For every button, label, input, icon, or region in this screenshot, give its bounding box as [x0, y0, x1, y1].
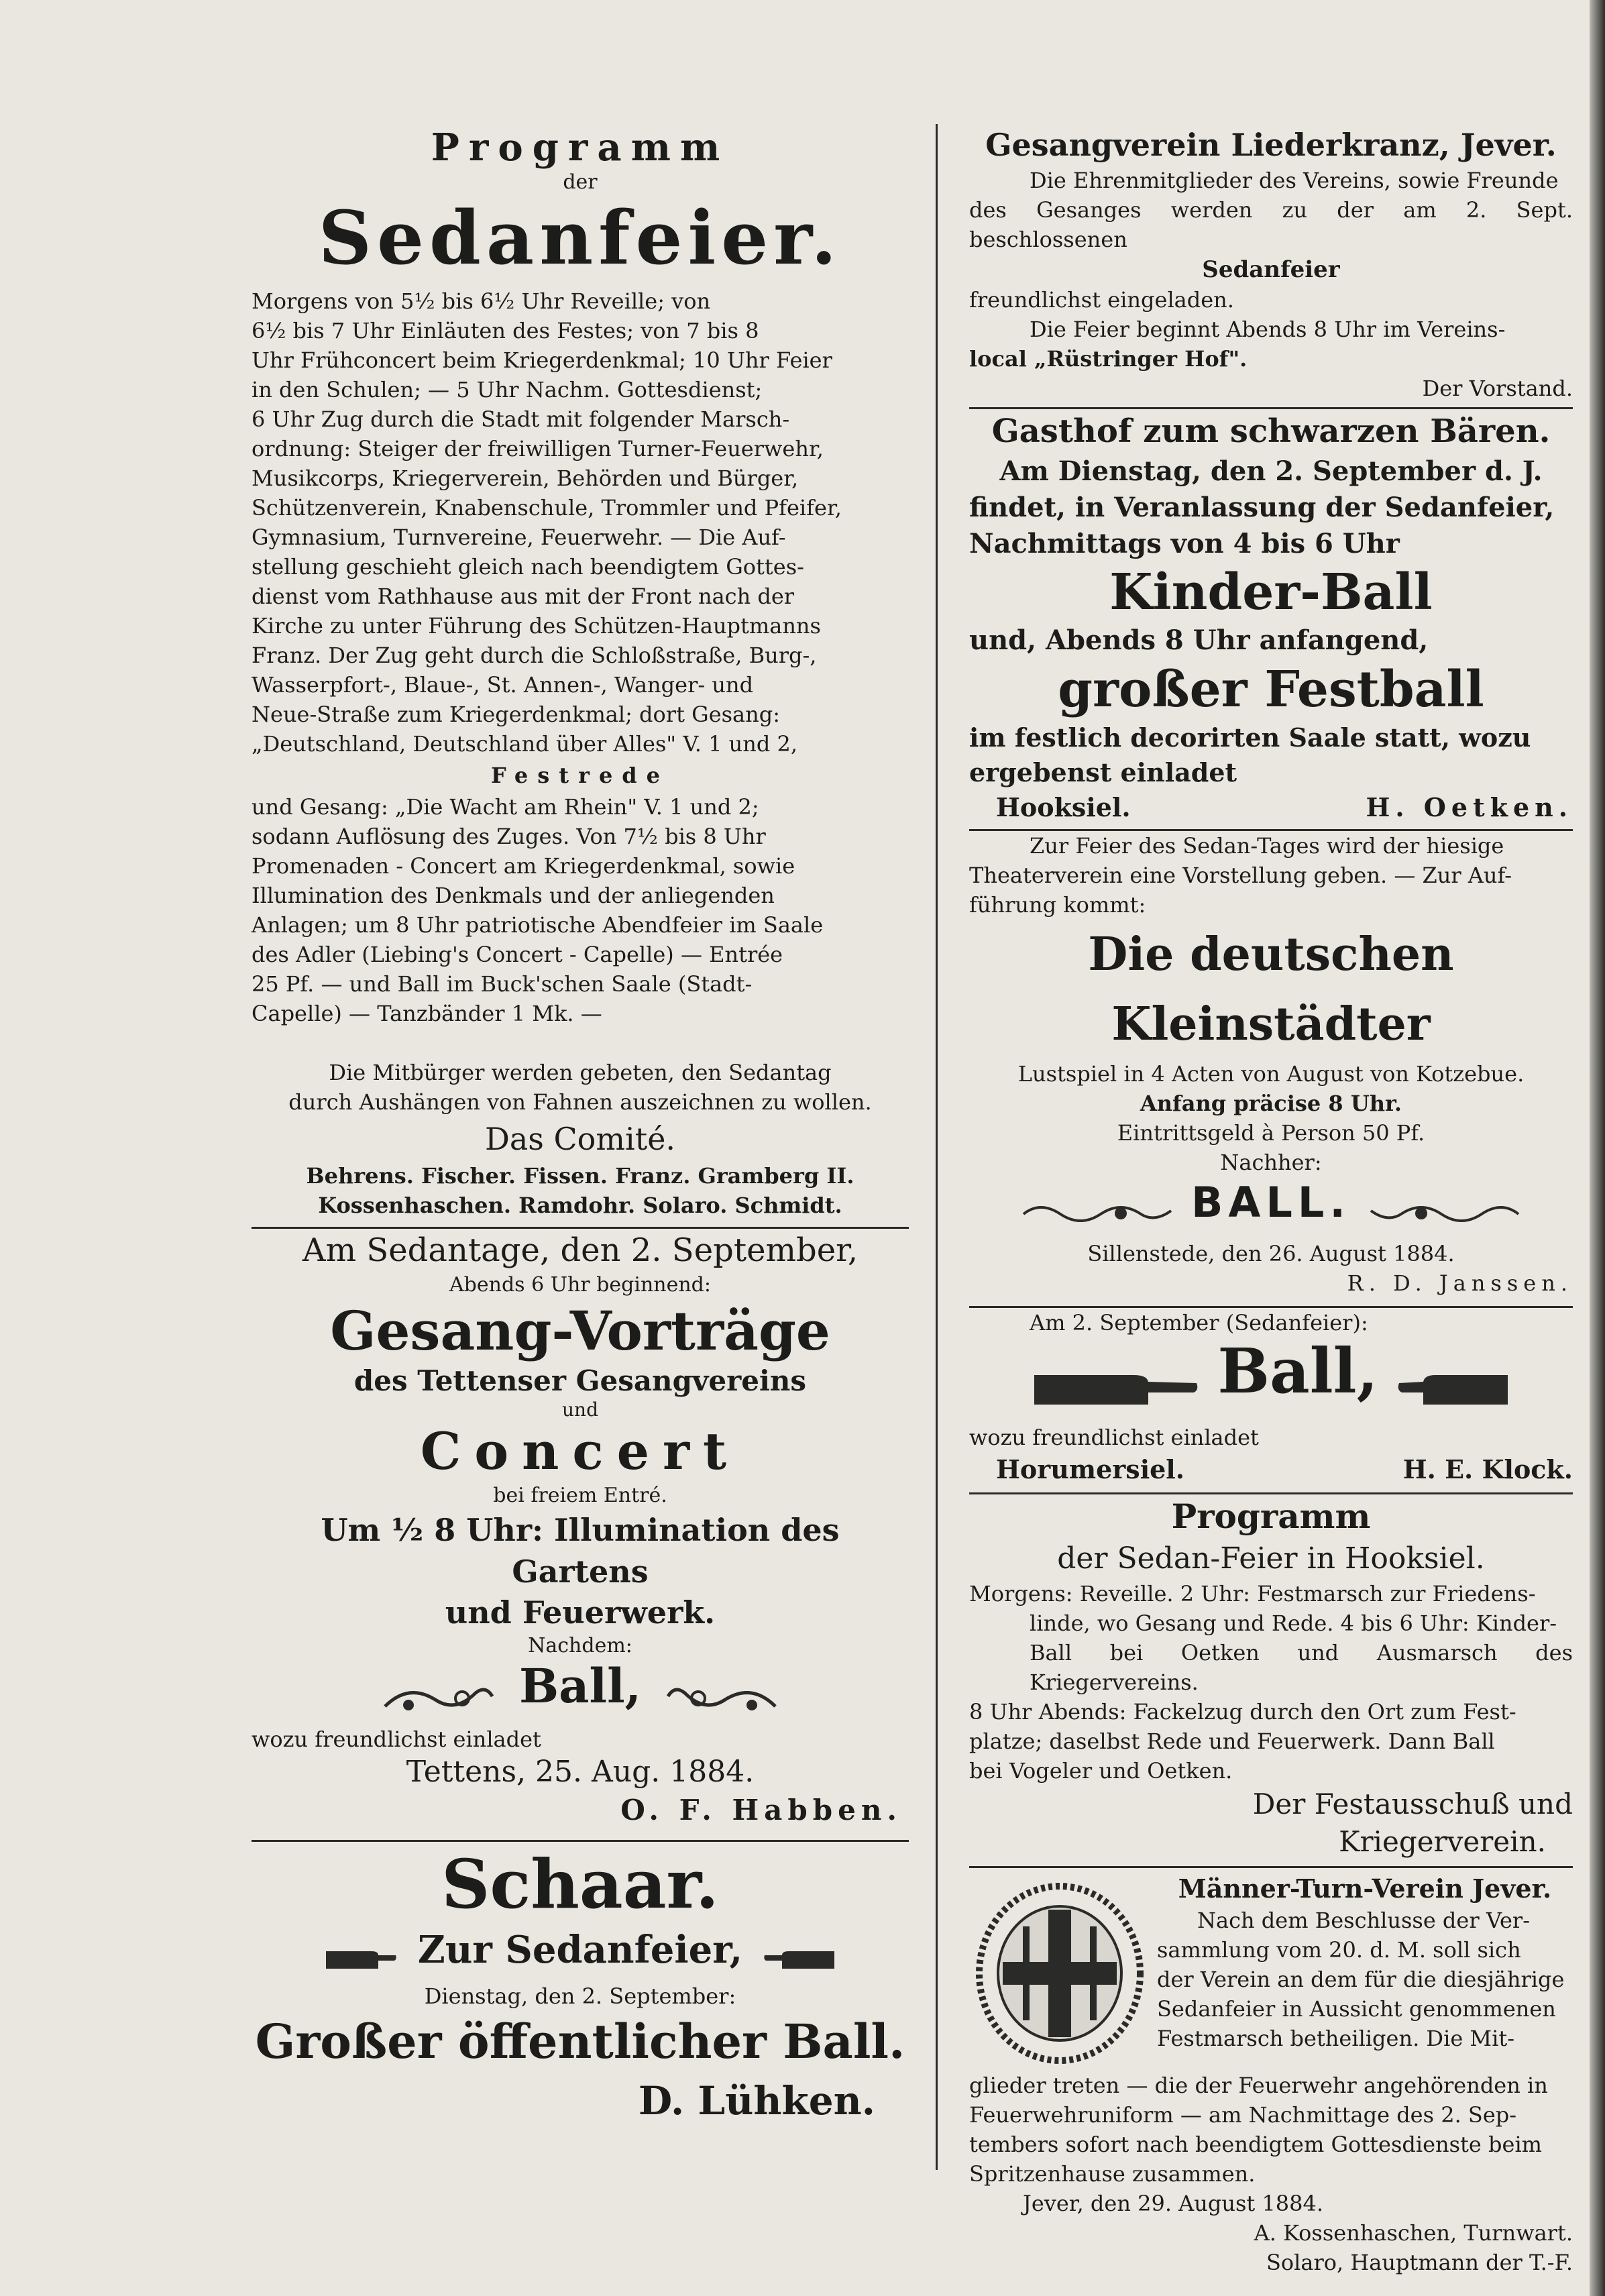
divider — [969, 1866, 1573, 1868]
abends-text: Abends 6 Uhr beginnend: — [449, 1273, 711, 1297]
text-line: Schützenverein, Knabenschule, Trommler und Pfeifer, — [252, 495, 842, 521]
text-line: Nach dem Beschlusse der Ver- — [1197, 1908, 1531, 1933]
illumination-text: und Feuerwerk. — [445, 1594, 716, 1631]
text-line: Die Mitbürger werden gebeten, den Sedantag — [329, 1060, 832, 1085]
klock-signature: H. E. Klock. — [1402, 1454, 1573, 1484]
illumination-text: Um ½ 8 Uhr: Illumination des Gartens — [321, 1512, 840, 1590]
text-line: Feuerwehruniform — am Nachmittage des 2. Sep- — [969, 2102, 1517, 2128]
zur-sedanfeier-text: Zur Sedanfeier, — [417, 1928, 743, 1972]
gasthof-text-2 — [969, 720, 1573, 790]
festausschuss-signature: Kriegerverein. — [1339, 1825, 1546, 1858]
ball2-text: BALL. — [1191, 1178, 1351, 1227]
text-line: Wasserpfort-, Blaue-, St. Annen-, Wanger- und — [252, 672, 754, 698]
text-line: findet, in Veranlassung der Sedanfeier, — [969, 492, 1555, 523]
schaar-heading: Schaar. — [441, 1845, 719, 1924]
hooksiel-place: Hooksiel. — [996, 792, 1131, 822]
text-line: platze; daselbst Rede und Feuerwerk. Dann Ball — [969, 1729, 1495, 1754]
gasthof-heading: Gasthof zum schwarzen Bären. — [991, 413, 1551, 450]
ornament-right-icon — [1368, 1197, 1522, 1231]
pointing-hand-left-icon — [762, 1945, 836, 1975]
text-line: Am Dienstag, den 2. September d. J. — [999, 455, 1543, 487]
text-line: in den Schulen; — 5 Uhr Nachm. Gottesdienst; — [252, 377, 763, 402]
text-line: Musikcorps, Kriegerverein, Behörden und Bürger, — [252, 466, 799, 491]
turnverein-heading: Männer-Turn-Verein Jever. — [1178, 1873, 1552, 1904]
dienstag-text: Dienstag, den 2. September: — [424, 1983, 736, 2009]
sedanfeier-heading: Sedanfeier. — [318, 195, 842, 281]
column-divider — [936, 124, 938, 2170]
mitbuerger-text — [252, 1058, 909, 1117]
nachdem-text: Nachdem: — [528, 1634, 632, 1657]
text-line: Sedanfeier in Aussicht genommenen — [1157, 1996, 1556, 2022]
concert-heading: Concert — [420, 1421, 740, 1481]
text-line: Promenaden - Concert am Kriegerdenkmal, sowie — [252, 853, 795, 879]
festrede: Festrede — [490, 763, 670, 788]
text-line: glieder treten — die der Feuerwehr angehörenden in — [969, 2073, 1548, 2098]
text-line: „Deutschland, Deutschland über Alles" V. 1 und 2, — [252, 731, 798, 757]
text-line: Spritzenhause zusammen. — [969, 2161, 1256, 2187]
left-column — [252, 124, 909, 2128]
lk-local: local „Rüstringer Hof". — [969, 346, 1248, 372]
text-line: dienst vom Rathhause aus mit der Front nach der — [252, 584, 795, 609]
habben-signature: O. F. Habben. — [620, 1794, 902, 1826]
programm2-heading: Programm — [1171, 1496, 1371, 1536]
text-line: Ball bei Oetken und Ausmarsch des Kriegervereins. — [1030, 1640, 1573, 1695]
ball-text: Ball, — [518, 1658, 642, 1714]
pointing-hand-left-icon — [1395, 1363, 1509, 1417]
text-line: Neue-Straße zum Kriegerdenkmal; dort Gesang: — [252, 702, 780, 727]
turnverein-text — [1157, 1906, 1573, 2053]
text-line: Zur Feier des Sedan-Tages wird der hiesige — [1030, 833, 1504, 859]
turnverein-block — [969, 1872, 1573, 2071]
gasthof-signature-row — [969, 790, 1573, 825]
festball-heading: großer Festball — [1058, 661, 1484, 718]
text-line: Festmarsch betheiligen. Die Mit- — [1157, 2026, 1515, 2051]
text-line: Nachmittags von 4 bis 6 Uhr — [969, 528, 1400, 559]
text-line: durch Aushängen von Fahnen auszeichnen zu wollen. — [288, 1089, 872, 1115]
kleinstaedter-heading: Die deutschen Kleinstädter — [1088, 928, 1454, 1051]
gasthof-abends: und, Abends 8 Uhr anfangend, — [969, 624, 1429, 656]
text-line: Die Ehrenmitglieder des Vereins, sowie Freunde — [1030, 168, 1559, 193]
tettens-date: Tettens, 25. Aug. 1884. — [406, 1755, 755, 1789]
text-line: des Adler (Liebing's Concert - Capelle) — Entrée — [252, 942, 783, 967]
klock-signature-row — [969, 1452, 1573, 1487]
horumersiel-place: Horumersiel. — [996, 1454, 1184, 1484]
sedantage-heading: Am Sedantage, den 2. September, — [302, 1232, 859, 1269]
ornament-right-icon — [665, 1680, 779, 1720]
turner-cross-emblem-icon — [969, 1876, 1150, 2071]
text-line: 8 Uhr Abends: Fackelzug durch den Ort zum Fest- — [969, 1699, 1516, 1725]
lk-eingeladen: freundlichst eingeladen. — [969, 287, 1234, 313]
text-line: 25 Pf. — und Ball im Buck'schen Saale (Stadt- — [252, 971, 753, 997]
programm2-text — [969, 1579, 1573, 1786]
lk-vorstand: Der Vorstand. — [1422, 376, 1573, 401]
text-line: Uhr Frühconcert beim Kriegerdenkmal; 10 Uhr Feier — [252, 347, 832, 373]
text-line: stellung geschieht gleich nach beendigtem Gottes- — [252, 554, 804, 580]
text-line: tembers sofort nach beendigtem Gottesdienste beim — [969, 2132, 1543, 2157]
text-line: Morgens: Reveille. 2 Uhr: Festmarsch zur Friedens- — [969, 1581, 1536, 1606]
eintritt-text: Eintrittsgeld à Person 50 Pf. — [1117, 1120, 1425, 1146]
pointing-hand-right-icon — [1033, 1363, 1201, 1417]
kossenhaschen-signature: A. Kossenhaschen, Turnwart. — [1254, 2220, 1573, 2246]
sedan-hooksiel-heading: der Sedan-Feier in Hooksiel. — [1057, 1541, 1485, 1576]
text-line: Kirche zu unter Führung des Schützen-Hauptmanns — [252, 613, 821, 639]
text-line: im festlich decorirten Saale statt, wozu — [969, 722, 1531, 753]
nachher-text: Nachher: — [1220, 1150, 1322, 1175]
ornament-left-icon — [382, 1680, 496, 1720]
kinderball-heading: Kinder-Ball — [1109, 563, 1433, 621]
text-line: Franz. Der Zug geht durch die Schloßstraße, Burg-, — [252, 643, 817, 668]
lk-sedanfeier: Sedanfeier — [1202, 256, 1340, 283]
text-line: ordnung: Steiger der freiwilligen Turner-Feuerwehr, — [252, 436, 824, 461]
janssen-signature: R. D. Janssen. — [1347, 1270, 1573, 1296]
oetken-signature: H. Oetken. — [1366, 792, 1573, 822]
page-edge — [1590, 0, 1605, 2296]
liederkranz-text — [969, 166, 1573, 254]
comite-names: Behrens. Fischer. Fissen. Franz. Gramberg II. — [306, 1163, 854, 1189]
solaro-signature: Solaro, Hauptmann der T.-F. — [1266, 2250, 1573, 2275]
program-text — [252, 286, 909, 759]
ball3-text: Ball, — [1217, 1335, 1378, 1407]
turnverein-text-wide — [969, 2071, 1573, 2189]
comite-heading: Das Comité. — [484, 1121, 676, 1157]
lustspiel-text: Lustspiel in 4 Acten von August von Kotzebue. — [1017, 1061, 1525, 1087]
text-line: bei Vogeler und Oetken. — [969, 1758, 1233, 1784]
zur-sedanfeier-row — [252, 1926, 909, 1983]
text-line: 6 Uhr Zug durch die Stadt mit folgender Marsch- — [252, 406, 790, 432]
und-text: und — [562, 1399, 598, 1421]
program-der: der — [563, 170, 598, 194]
text-line: 6½ bis 7 Uhr Einläuten des Festes; von 7 bis 8 — [252, 318, 759, 343]
jever-date: Jever, den 29. August 1884. — [1023, 2191, 1324, 2216]
program-title: Programm — [431, 125, 730, 170]
text-line: sodann Auflösung des Zuges. Von 7½ bis 8 Uhr — [252, 824, 766, 849]
text-line: Gymnasium, Turnvereine, Feuerwehr. — Die Auf- — [252, 525, 786, 550]
text-line: Anlagen; um 8 Uhr patriotische Abendfeier im Saale — [252, 912, 824, 938]
text-line: sammlung vom 20. d. M. soll sich — [1157, 1937, 1521, 1963]
ornament-left-icon — [1020, 1197, 1174, 1231]
anfang-text: Anfang präcise 8 Uhr. — [1140, 1091, 1402, 1116]
grosser-ball-heading: Großer öffentlicher Ball. — [255, 2014, 905, 2069]
sillenstede-text: Sillenstede, den 26. August 1884. — [1087, 1241, 1455, 1266]
freiem-text: bei freiem Entré. — [493, 1484, 667, 1507]
wozu-text: wozu freundlichst einladet — [252, 1727, 541, 1752]
program-text-2 — [252, 792, 909, 1028]
ball3-row — [969, 1337, 1573, 1423]
text-line: der Verein an dem für die diesjährige — [1157, 1967, 1565, 1992]
text-line: des Gesanges werden zu der am 2. Sept. beschlossenen — [969, 197, 1573, 252]
luehken-signature: D. Lühken. — [638, 2078, 875, 2124]
text-line: ergebenst einladet — [969, 757, 1237, 787]
text-line: und Gesang: „Die Wacht am Rhein" V. 1 und 2; — [252, 794, 759, 820]
text-line: führung kommt: — [969, 892, 1146, 918]
festausschuss-signature: Der Festausschuß und — [1252, 1788, 1573, 1820]
text-line: Morgens von 5½ bis 6½ Uhr Reveille; von — [252, 288, 711, 314]
text-line: Theaterverein eine Vorstellung geben. — Zur Auf- — [969, 863, 1512, 888]
tettenser-text: des Tettenser Gesangvereins — [353, 1364, 807, 1397]
ball-row — [252, 1659, 909, 1726]
gesang-vortraege: Gesang-Vorträge — [330, 1299, 830, 1362]
comite-names: Kossenhaschen. Ramdohr. Solaro. Schmidt. — [318, 1193, 842, 1218]
text-line: Illumination des Denkmals und der anliegenden — [252, 883, 775, 908]
am2sept-text: Am 2. September (Sedanfeier): — [1030, 1310, 1368, 1335]
text-line: linde, wo Gesang und Rede. 4 bis 6 Uhr: Kinder- — [1030, 1610, 1557, 1636]
liederkranz-heading: Gesangverein Liederkranz, Jever. — [985, 127, 1557, 163]
gasthof-text — [969, 453, 1573, 562]
pointing-hand-right-icon — [325, 1945, 398, 1975]
text-line: Capelle) — Tanzbänder 1 Mk. — — [252, 1001, 602, 1026]
lk-feier: Die Feier beginnt Abends 8 Uhr im Vereins- — [1030, 317, 1506, 342]
theater-text — [969, 831, 1573, 920]
ball2-row — [969, 1177, 1573, 1239]
wozu2-text: wozu freundlichst einladet — [969, 1425, 1259, 1450]
right-column — [969, 124, 1573, 2277]
